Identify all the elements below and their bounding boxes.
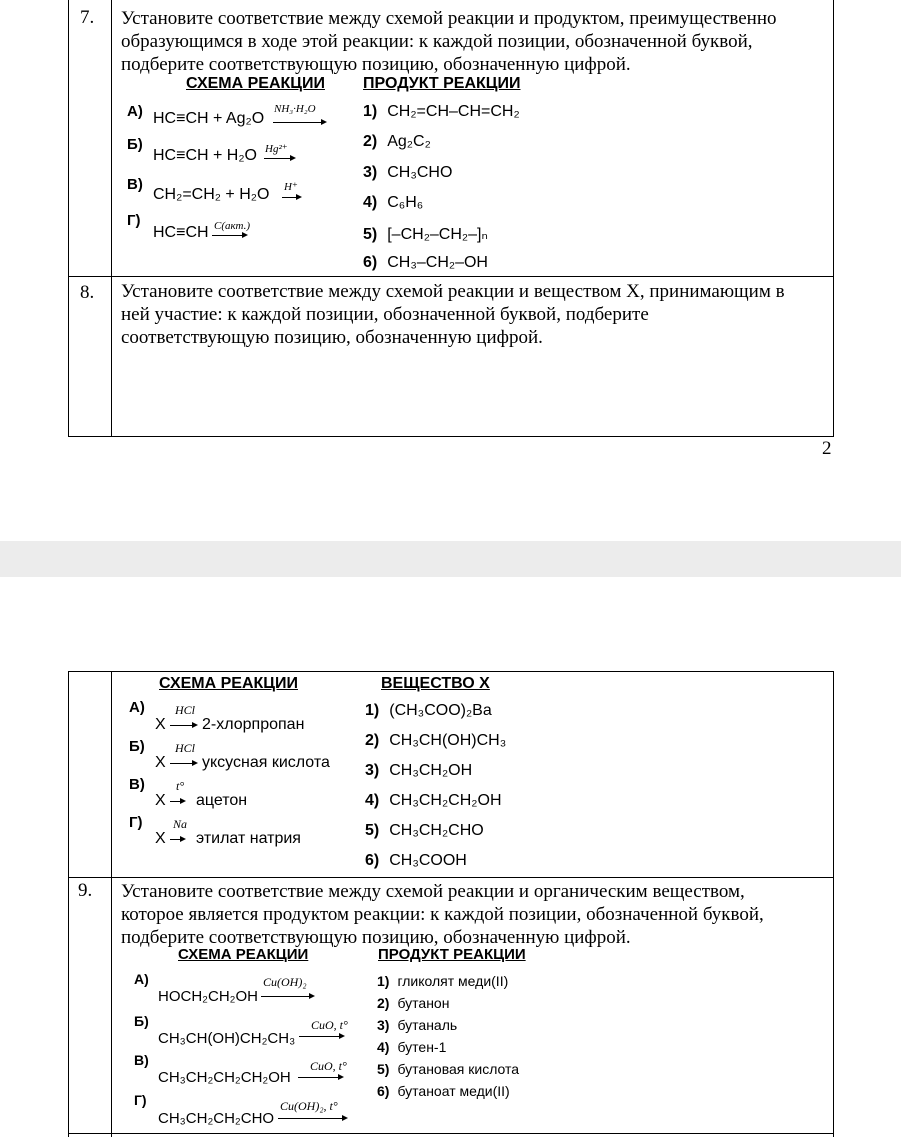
q9-product-option: 1) гликолят меди(II)	[377, 973, 509, 989]
q8-substance-option: 2) CH₃CH(OH)CH₃	[365, 732, 507, 749]
question-8-line: Установите соответствие между схемой реакции и веществом X, принимающим в	[121, 281, 785, 302]
q7-scheme-letter: А)	[127, 103, 143, 120]
arrow-right-icon	[338, 1074, 344, 1080]
q7-product-option: 3) CH₃CHO	[363, 164, 453, 181]
q8-scheme-x: X	[155, 754, 166, 771]
q7-scheme-letter: Г)	[127, 212, 141, 229]
q8-substance-header: ВЕЩЕСТВО X	[381, 675, 490, 692]
question-9-line: Установите соответствие между схемой реакции и органическим веществом,	[121, 881, 745, 902]
arrow-right-icon	[180, 798, 186, 804]
question-9-line: которое является продуктом реакции: к каждой позиции, обозначенной буквой,	[121, 904, 764, 925]
q7-scheme-condition: H⁺	[284, 181, 298, 193]
q9-scheme-equation: CH₃CH₂CH₂CH₂OH	[158, 1069, 291, 1086]
q7-product-option: 5) [–CH₂–CH₂–]ₙ	[363, 226, 488, 243]
q7-scheme-condition: Hg²⁺	[265, 143, 288, 155]
q7-scheme-equation: HC≡CH	[153, 224, 209, 241]
q8-scheme-condition: HCl	[175, 741, 196, 755]
q7-scheme-letter: В)	[127, 176, 143, 193]
q8-scheme-condition: t°	[176, 779, 185, 793]
q8-substance-option: 3) CH₃CH₂OH	[365, 762, 473, 779]
q9-scheme-condition: Cu(OH)₂	[263, 975, 307, 989]
q8-scheme-letter: В)	[129, 776, 145, 793]
q9-scheme-condition: CuO, t°	[311, 1018, 348, 1032]
q8-scheme-product: 2-хлорпропан	[202, 716, 305, 733]
q7-scheme-equation: HC≡CH + Ag₂O	[153, 110, 265, 127]
q9-scheme-letter: Г)	[134, 1092, 147, 1108]
q7-product-option: 1) CH₂=CH–CH=CH₂	[363, 103, 520, 120]
arrow-right-icon	[192, 760, 198, 766]
q8-scheme-x: X	[155, 716, 166, 733]
arrow-right-icon	[180, 836, 186, 842]
q9-scheme-letter: В)	[134, 1052, 149, 1068]
arrow-right-icon	[192, 722, 198, 728]
question-8-text	[121, 280, 785, 349]
q7-scheme-letter: Б)	[127, 136, 143, 153]
q9-product-option: 2) бутанон	[377, 995, 450, 1011]
question-7-line: образующимся в ходе этой реакции: к каждой позиции, обозначенной буквой,	[121, 31, 753, 52]
question-number-8: 8.	[80, 282, 95, 303]
q9-scheme-letter: А)	[134, 971, 149, 987]
q7-product-header: ПРОДУКТ РЕАКЦИИ	[363, 75, 521, 92]
question-number-7: 7.	[80, 7, 95, 28]
question-7-line: подберите соответствующую позицию, обозначенную цифрой.	[121, 54, 631, 75]
q9-scheme-condition: CuO, t°	[310, 1059, 347, 1073]
arrow-right-icon	[339, 1033, 345, 1039]
question-7-text	[121, 7, 777, 76]
q8-scheme-letter: Г)	[129, 814, 143, 831]
q8-scheme-product: этилат натрия	[196, 830, 301, 847]
arrow-right-icon	[342, 1115, 348, 1121]
question-number-9: 9.	[78, 880, 93, 901]
q8-scheme-x: X	[155, 792, 166, 809]
q7-product-option: 2) Ag₂C₂	[363, 133, 431, 150]
arrow-right-icon	[321, 119, 327, 125]
q8-substance-option: 1) (CH₃COO)₂Ba	[365, 702, 492, 719]
arrow-right-icon	[242, 232, 248, 238]
q8-scheme-x: X	[155, 830, 166, 847]
q7-scheme-condition: C(акт.)	[214, 220, 250, 232]
q9-scheme-condition: Cu(OH)₂, t°	[280, 1099, 338, 1113]
q7-scheme-header: СХЕМА РЕАКЦИИ	[186, 75, 325, 92]
question-9-line: подберите соответствующую позицию, обозначенную цифрой.	[121, 927, 631, 948]
q9-product-option: 3) бутаналь	[377, 1017, 458, 1033]
q8-scheme-header: СХЕМА РЕАКЦИИ	[159, 675, 298, 692]
page-number: 2	[822, 438, 832, 459]
question-8-line: ней участие: к каждой позиции, обозначенной буквой, подберите	[121, 304, 649, 325]
q9-scheme-letter: Б)	[134, 1013, 149, 1029]
q8-substance-option: 5) CH₃CH₂CHO	[365, 822, 484, 839]
q9-product-option: 4) бутен-1	[377, 1039, 447, 1055]
arrow-right-icon	[290, 155, 296, 161]
q8-substance-option: 6) CH₃COOH	[365, 852, 467, 869]
q7-scheme-equation: CH₂=CH₂ + H₂O	[153, 186, 270, 203]
page-separator	[0, 541, 901, 577]
q8-substance-option: 4) CH₃CH₂CH₂OH	[365, 792, 502, 809]
question-9-text	[121, 880, 764, 949]
q7-scheme-condition: NH₃·H₂O	[274, 103, 316, 115]
arrow-right-icon	[296, 194, 302, 200]
q8-scheme-condition: Na	[173, 817, 188, 831]
q7-product-option: 4) C₆H₆	[363, 194, 424, 211]
q9-scheme-equation: CH₃CH₂CH₂CHO	[158, 1110, 275, 1127]
q9-product-option: 5) бутановая кислота	[377, 1061, 520, 1077]
q8-scheme-letter: А)	[129, 699, 145, 716]
arrow-right-icon	[309, 993, 315, 999]
q7-product-option: 6) CH₃–CH₂–OH	[363, 254, 488, 271]
q9-scheme-header: СХЕМА РЕАКЦИИ	[178, 946, 309, 963]
q9-scheme-equation: CH₃CH(OH)CH₂CH₃	[158, 1030, 296, 1047]
q8-scheme-letter: Б)	[129, 738, 145, 755]
q8-scheme-condition: HCl	[175, 703, 196, 717]
question-7-line: Установите соответствие между схемой реакции и продуктом, преимущественно	[121, 8, 777, 29]
q8-scheme-product: уксусная кислота	[202, 754, 330, 771]
question-8-line: соответствующую позицию, обозначенную цифрой.	[121, 327, 543, 348]
q7-scheme-equation: HC≡CH + H₂O	[153, 147, 257, 164]
q8-scheme-product: ацетон	[196, 792, 248, 809]
q9-product-option: 6) бутаноат меди(II)	[377, 1083, 510, 1099]
q9-scheme-equation: HOCH₂CH₂OH	[158, 988, 258, 1005]
q9-product-header: ПРОДУКТ РЕАКЦИИ	[378, 946, 526, 963]
